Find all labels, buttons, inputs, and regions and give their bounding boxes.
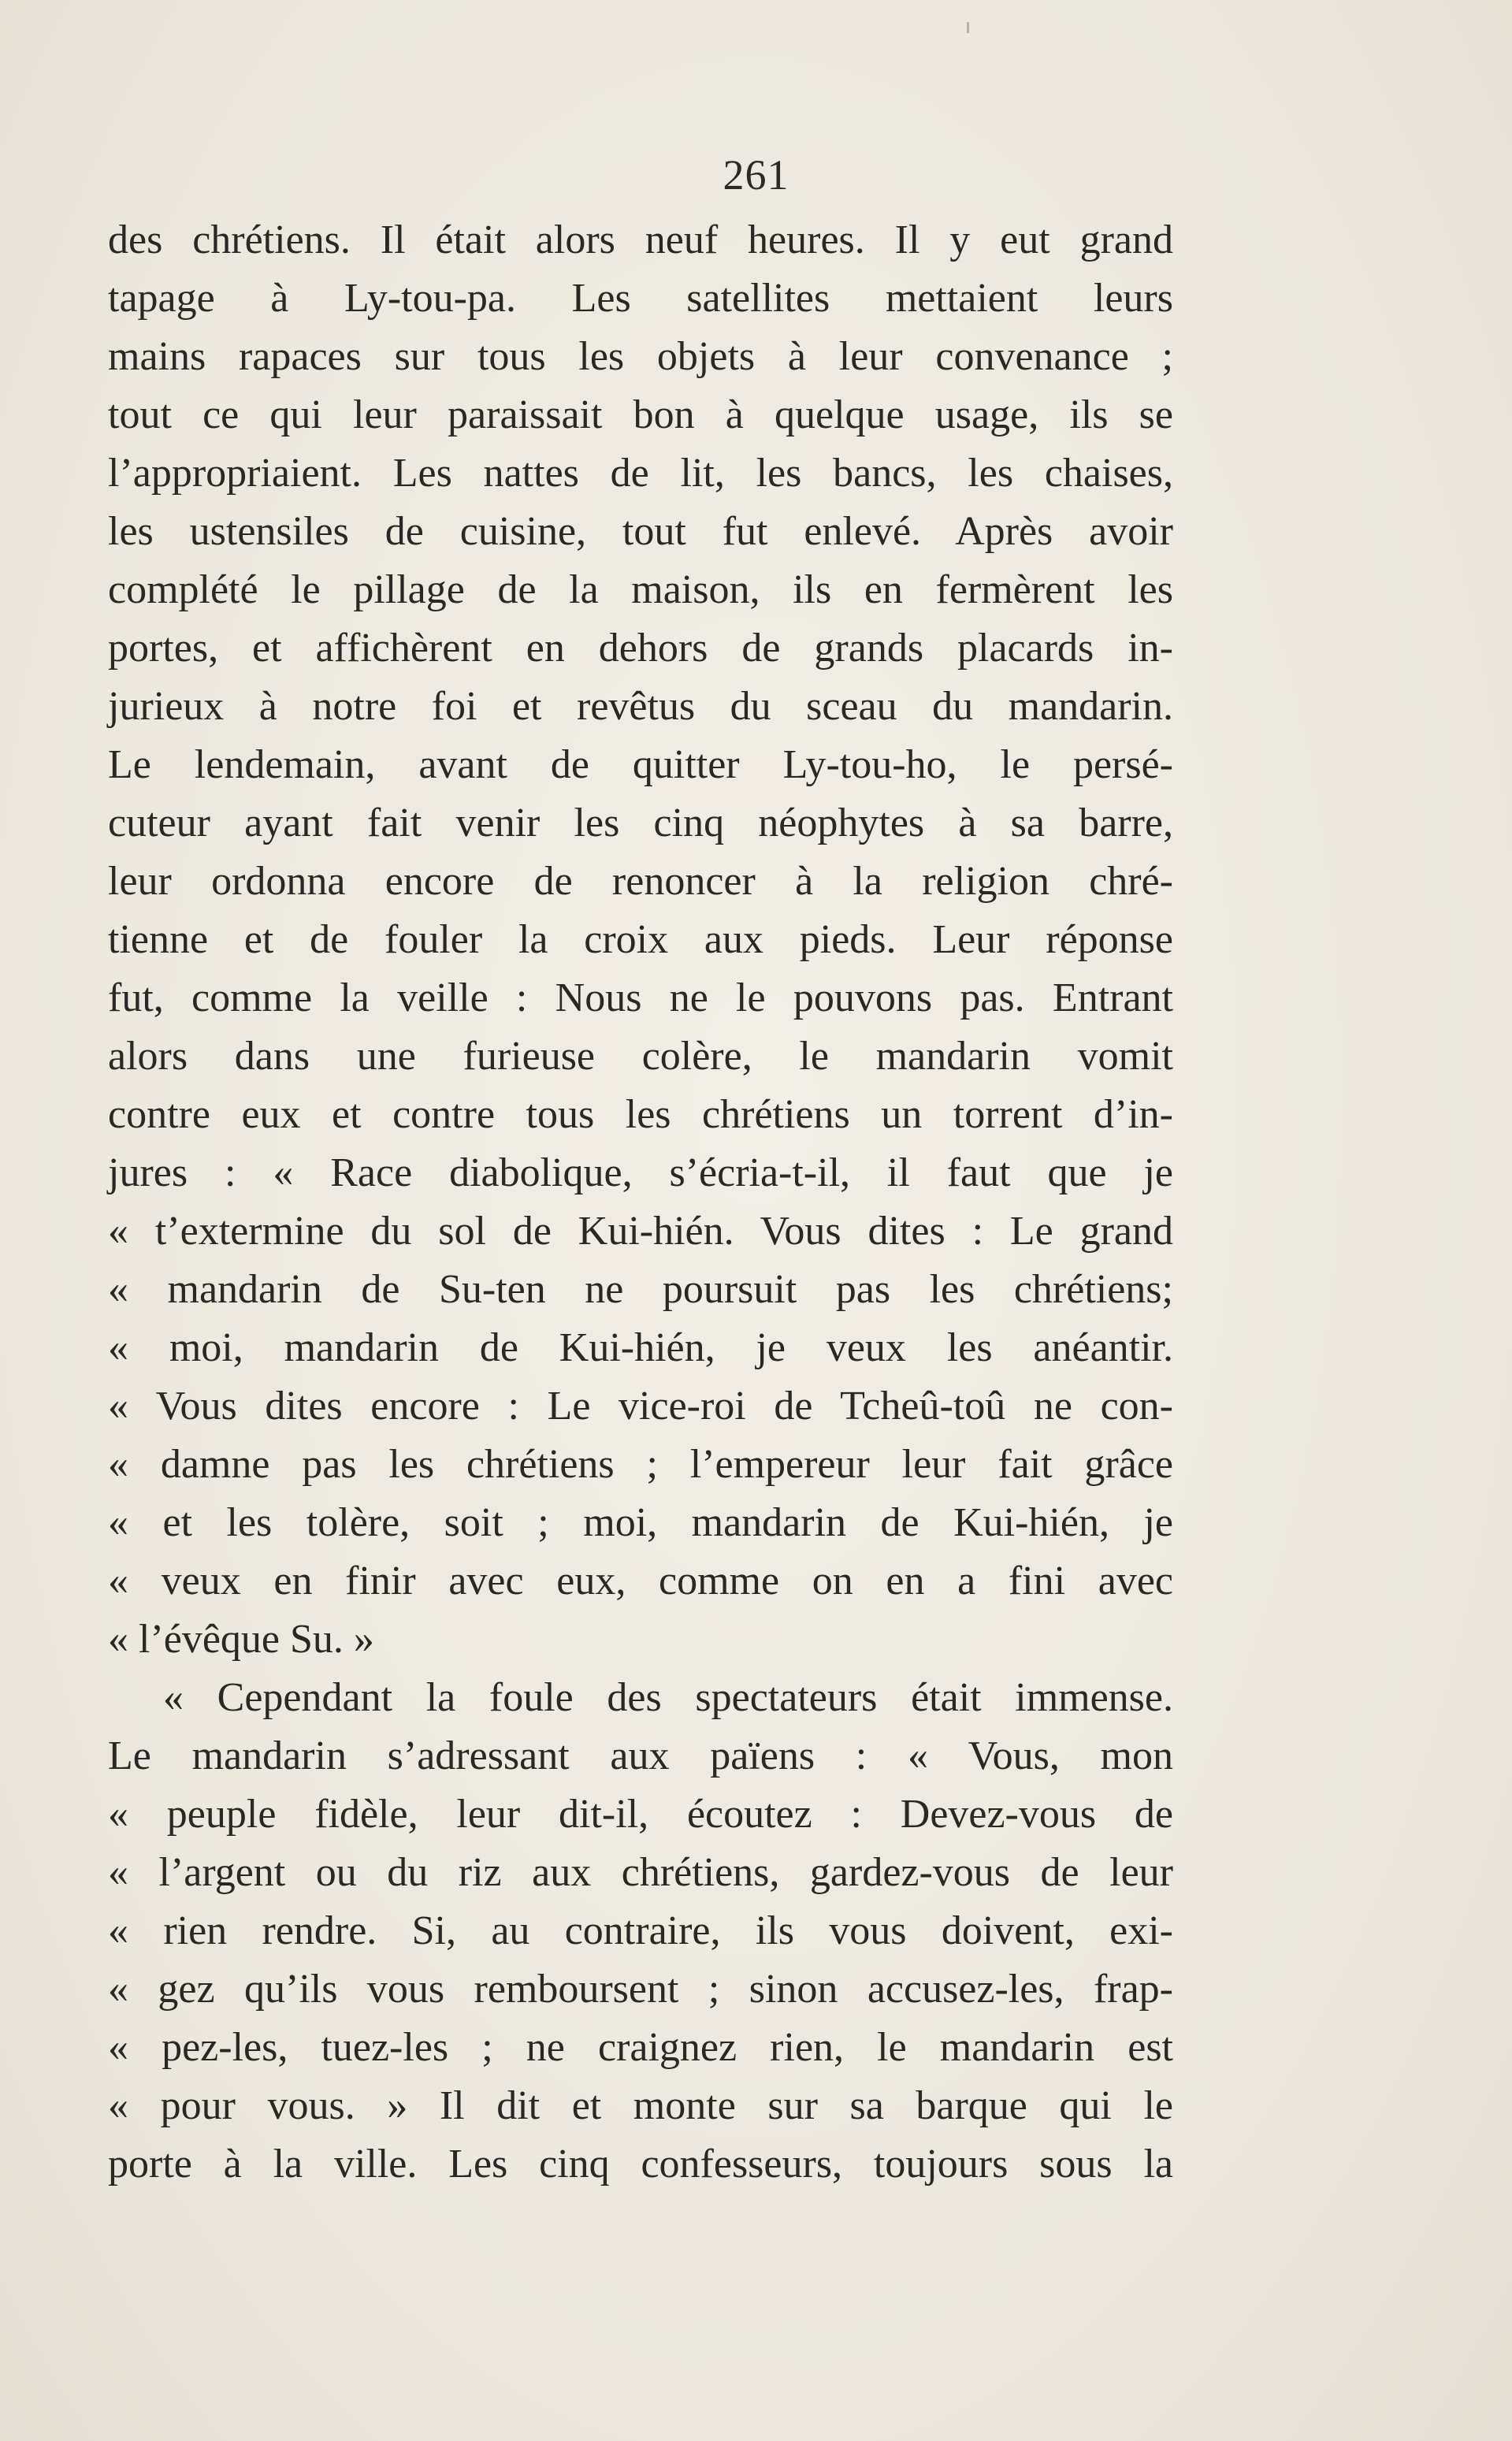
printer-mark (967, 22, 969, 33)
text-line: « pour vous. » Il dit et monte sur sa barque qui le (108, 2083, 1173, 2128)
text-line: Le lendemain, avant de quitter Ly-tou-ho, le persé- (108, 742, 1173, 787)
body-text (108, 211, 1173, 2194)
page-number: 261 (723, 151, 789, 199)
text-line: les ustensiles de cuisine, tout fut enlevé. Après avoir (108, 509, 1173, 554)
text-line: tout ce qui leur paraissait bon à quelque usage, ils se (108, 392, 1173, 437)
text-line: portes, et affichèrent en dehors de grands placards in- (108, 626, 1173, 671)
text-line: leur ordonna encore de renoncer à la religion chré- (108, 859, 1173, 904)
text-line: des chrétiens. Il était alors neuf heures. Il y eut grand (108, 217, 1173, 262)
text-line: contre eux et contre tous les chrétiens un torrent d’in- (108, 1092, 1173, 1137)
text-line: tapage à Ly-tou-pa. Les satellites mettaient leurs (108, 276, 1173, 321)
text-line: « Vous dites encore : Le vice-roi de Tcheû-toû ne con- (108, 1384, 1173, 1429)
text-line: « l’argent ou du riz aux chrétiens, gardez-vous de leur (108, 1850, 1173, 1895)
text-line: « et les tolère, soit ; moi, mandarin de Kui-hién, je (108, 1500, 1173, 1545)
text-line: fut, comme la veille : Nous ne le pouvons pas. Entrant (108, 975, 1173, 1020)
text-line: jures : « Race diabolique, s’écria-t-il, il faut que je (108, 1150, 1173, 1195)
text-line: « rien rendre. Si, au contraire, ils vous doivent, exi- (108, 1908, 1173, 1953)
text-line: « Cependant la foule des spectateurs était immense. (163, 1675, 1173, 1720)
text-line: complété le pillage de la maison, ils en fermèrent les (108, 567, 1173, 612)
text-line: alors dans une furieuse colère, le mandarin vomit (108, 1034, 1173, 1079)
text-line: « pez-les, tuez-les ; ne craignez rien, le mandarin est (108, 2025, 1173, 2070)
text-line: « veux en finir avec eux, comme on en a fini avec (108, 1559, 1173, 1603)
text-line: « l’évêque Su. » (108, 1617, 374, 1662)
text-line: l’appropriaient. Les nattes de lit, les bancs, les chaises, (108, 451, 1173, 496)
text-line: porte à la ville. Les cinq confesseurs, toujours sous la (108, 2142, 1173, 2186)
text-line: « moi, mandarin de Kui-hién, je veux les anéantir. (108, 1325, 1173, 1370)
text-line: mains rapaces sur tous les objets à leur convenance ; (108, 334, 1173, 379)
text-line: « gez qu’ils vous remboursent ; sinon accusez-les, frap- (108, 1967, 1173, 2012)
text-line: cuteur ayant fait venir les cinq néophytes à sa barre, (108, 801, 1173, 845)
text-line: jurieux à notre foi et revêtus du sceau du mandarin. (108, 684, 1173, 729)
text-line: « damne pas les chrétiens ; l’empereur leur fait grâce (108, 1442, 1173, 1487)
text-line: « peuple fidèle, leur dit-il, écoutez : Devez-vous de (108, 1792, 1173, 1837)
text-line: « t’extermine du sol de Kui-hién. Vous dites : Le grand (108, 1209, 1173, 1254)
text-line: tienne et de fouler la croix aux pieds. Leur réponse (108, 917, 1173, 962)
text-line: Le mandarin s’adressant aux païens : « Vous, mon (108, 1733, 1173, 1778)
text-line: « mandarin de Su-ten ne poursuit pas les chrétiens; (108, 1267, 1173, 1312)
